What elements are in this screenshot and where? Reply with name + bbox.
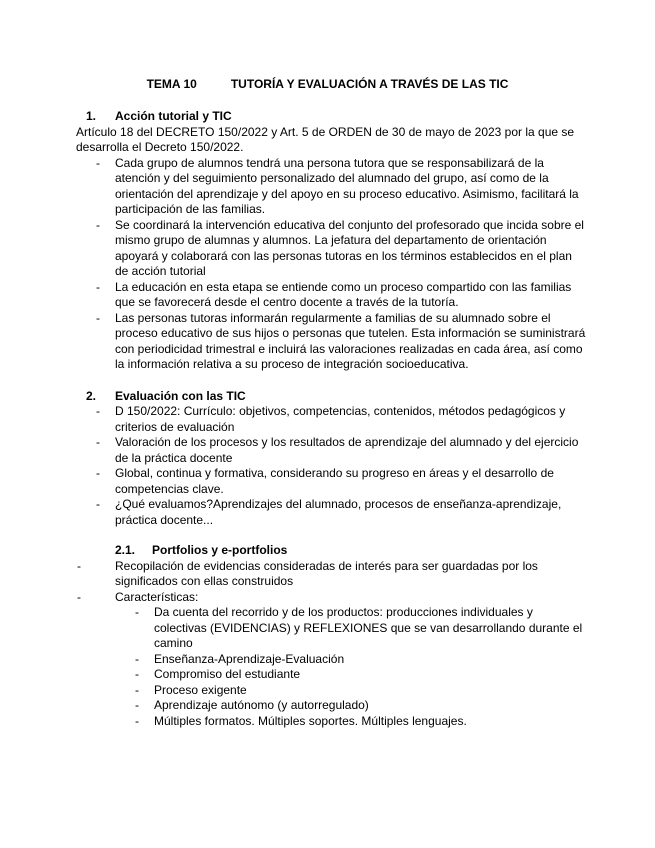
list-item: - La educación en esta etapa se entiende como un proceso compartido con las familias que se favorecerá desde el centro docente a través de la tutoría. — [76, 280, 588, 311]
subsection-number: 2.1. — [115, 543, 136, 557]
list-item: - Aprendizaje autónomo (y autorregulado) — [115, 698, 588, 714]
section-number: 2. — [86, 388, 97, 403]
characteristics-label: Características: — [115, 589, 199, 604]
subsection-list — [57, 559, 588, 730]
section2-list — [76, 404, 588, 528]
section-number: 1. — [86, 109, 97, 123]
topic-title: TUTORÍA Y EVALUACIÓN A TRAVÉS DE LAS TIC — [230, 77, 509, 91]
characteristics-list — [115, 605, 588, 729]
list-item: - Proceso exigente — [115, 683, 588, 699]
list-item: - Las personas tutoras informarán regularmente a familias de su alumnado sobre el proceso educativo de sus hijos o personas que tutelen. Esta información se suministrará con periodicidad trimestral e incluirá las valoraciones realizadas en cada área, así como la información relativa a su proceso de integración socioeducativa. — [76, 311, 588, 373]
list-item: - Da cuenta del recorrido y de los productos: producciones individuales y colectivas (EVIDENCIAS) y REFLEXIONES que se van desarrollando durante el camino — [115, 605, 588, 652]
section-heading-evaluacion — [76, 389, 588, 405]
list-item: - D 150/2022: Currículo: objetivos, competencias, contenidos, métodos pedagógicos y criterios de evaluación — [76, 404, 588, 435]
section-intro: Artículo 18 del DECRETO 150/2022 y Art. 5 de ORDEN de 30 de mayo de 2023 por la que se desarrolla el Decreto 150/2022. — [76, 124, 575, 154]
document-body — [76, 109, 588, 729]
list-item: - Cada grupo de alumnos tendrá una persona tutora que se responsabilizará de la atención y del seguimiento personalizado del alumnado del grupo, así como de la orientación del aprendizaje y del apoyo en su proceso educativo. Asimismo, facilitará la participación de las familias. — [76, 156, 588, 218]
list-item: - Enseñanza-Aprendizaje-Evaluación — [115, 652, 588, 668]
list-item: - ¿Qué evaluamos?Aprendizajes del alumnado, procesos de enseñanza-aprendizaje, práctica docente... — [76, 497, 588, 528]
list-item — [57, 590, 588, 730]
section-title: Evaluación con las TIC — [115, 388, 246, 403]
list-item: - Global, continua y formativa, considerando su progreso en áreas y el desarrollo de competencias clave. — [76, 466, 588, 497]
section1-list — [76, 156, 588, 373]
topic-number: TEMA 10 — [146, 77, 197, 91]
list-item: - Se coordinará la intervención educativa del conjunto del profesorado que incida sobre el mismo grupo de alumnas y alumnos. La jefatura del departamento de orientación apoyará y colaborará con las personas tutoras en los términos establecidos en el plan de acción tutorial — [76, 218, 588, 280]
section-title: Acción tutorial y TIC — [115, 109, 232, 123]
subsection-title: Portfolios y e-portfolios — [152, 543, 288, 557]
subsection-spacer — [76, 528, 588, 543]
list-item: - Múltiples formatos. Múltiples soportes. Múltiples lenguajes. — [115, 714, 588, 730]
page-title — [0, 77, 655, 93]
subsection-heading-portfolios — [76, 543, 588, 559]
list-item: - Valoración de los procesos y los resultados de aprendizaje del alumnado y del ejercicio de la práctica docente — [76, 435, 588, 466]
list-item: - Recopilación de evidencias consideradas de interés para ser guardadas por los significados con ellas construidos — [57, 559, 588, 590]
section-spacer — [76, 373, 588, 389]
list-item: - Compromiso del estudiante — [115, 667, 588, 683]
section-heading-accion-tutorial — [76, 109, 588, 125]
